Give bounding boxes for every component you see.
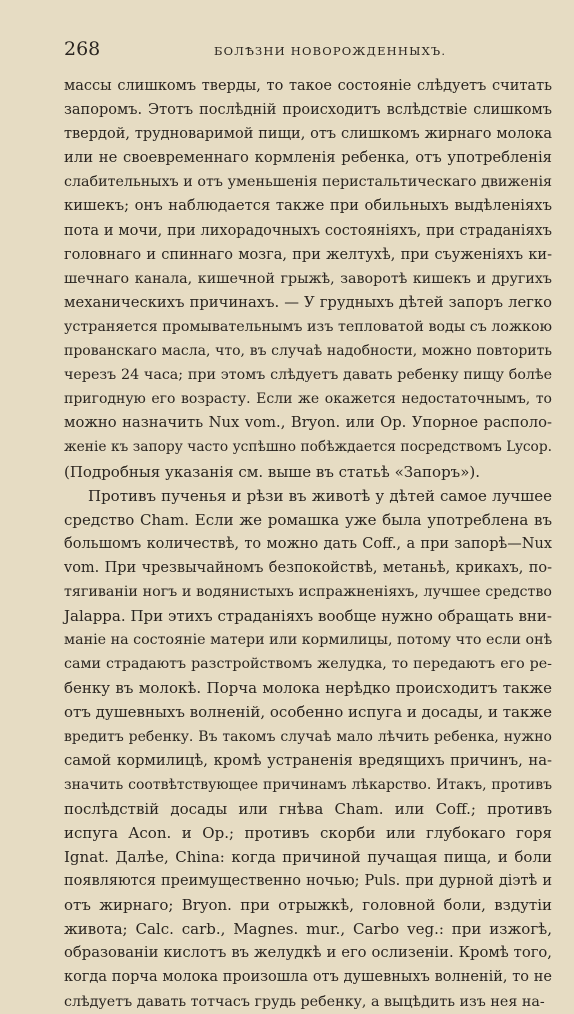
- text-line: бенку въ молокѣ. Порча молока нерѣдко происходитъ также: [64, 679, 552, 698]
- text-line: маніе на состояніе матери или кормилицы, потому что если онѣ: [64, 632, 553, 649]
- text-line: твердой, трудноваримой пищи, отъ слишкомъ жирнаго молока: [64, 126, 552, 143]
- text-line: массы слишкомъ тверды, то такое состояніе слѣдуетъ считать: [64, 78, 552, 94]
- text-line: отъ жирнаго; Bryon. при отрыжкѣ, головной боли, вздутіи: [64, 896, 552, 915]
- text-line: Jalappa. При этихъ страданіяхъ вообще нужно обращать вни-: [64, 607, 552, 626]
- text-line: можно назначить Nux vom., Bryon. или Op. Упорное располо-: [64, 414, 552, 432]
- text-line: запоромъ. Этотъ послѣдній происходитъ вслѣдствіе слишкомъ: [64, 102, 552, 119]
- text-line: послѣдствій досады или гнѣва Cham. или Coff.; противъ: [64, 799, 552, 818]
- text-line: пота и мочи, при лихорадочныхъ состояніяхъ, при страданіяхъ: [64, 222, 552, 239]
- body-text: [64, 74, 552, 1014]
- text-line: черезъ 24 часа; при этомъ слѣдуетъ давать ребенку пищу болѣе: [64, 367, 552, 384]
- text-line: кишекъ; онъ наблюдается также при обильныхъ выдѣленіяхъ: [64, 197, 552, 215]
- text-line: Противъ пученья и рѣзи въ животѣ у дѣтей самое лучшее: [88, 486, 552, 505]
- page-number: 268: [64, 38, 101, 60]
- text-line: тягиваніи ногъ и водянистыхъ испражненіяхъ, лучшее средство: [64, 583, 552, 600]
- paragraph: [64, 74, 552, 484]
- text-line: vom. При чрезвычайномъ безпокойствѣ, метаньѣ, крикахъ, по-: [64, 559, 552, 576]
- text-line: (Подробныя указанія см. выше въ статьѣ «Запоръ»).: [64, 462, 481, 481]
- text-line: механическихъ причинахъ. — У грудныхъ дѣтей запоръ легко: [64, 293, 552, 311]
- text-line: испуга Acon. и Op.; противъ скорби или глубокаго горя: [64, 823, 552, 842]
- text-line: головнаго и спиннаго мозга, при желтухѣ, при съуженіяхъ ки-: [64, 246, 552, 263]
- text-line: женіе къ запору часто успѣшно побѣждается посредствомъ Lycop.: [64, 439, 552, 456]
- text-line: шечнаго канала, кишечной грыжѣ, заворотѣ кишекъ и другихъ: [64, 270, 552, 287]
- text-line: средство Cham. Если же ромашка уже была употреблена въ: [64, 510, 552, 529]
- text-line: слабительныхъ и отъ уменьшенія перистальтическаго движенія: [64, 174, 552, 191]
- text-line: вредитъ ребенку. Въ такомъ случаѣ мало лѣчить ребенка, нужно: [64, 728, 552, 745]
- text-line: слѣдуетъ давать тотчасъ грудь ребенку, а выцѣдить изъ нея на-: [64, 993, 545, 1010]
- text-line: значить соотвѣтствующее причинамъ лѣкарство. Итакъ, противъ: [64, 776, 552, 793]
- text-line: прованскаго масла, что, въ случаѣ надобности, можно повторить: [64, 343, 552, 360]
- text-line: или не своевременнаго кормленія ребенка, отъ употребленія: [64, 149, 552, 167]
- text-line: устраняется промывательнымъ изъ тепловатой воды съ ложкою: [64, 318, 552, 335]
- text-line: сами страдаютъ разстройствомъ желудка, то передаютъ его ре-: [64, 656, 552, 673]
- text-line: Ignat. Далѣе, China: когда причиной пучащая пища, и боли: [64, 848, 552, 866]
- text-line: отъ душевныхъ волненій, особенно испуга и досады, и также: [64, 703, 552, 722]
- running-title: БОЛѢЗНИ НОВОРОЖДЕННЫХЪ.: [214, 44, 447, 58]
- text-line: появляются преимущественно ночью; Puls. при дурной діэтѣ и: [64, 873, 552, 890]
- text-line: когда порча молока произошла отъ душевныхъ волненій, то не: [64, 969, 552, 986]
- page-header: [64, 38, 552, 64]
- text-line: образованіи кислотъ въ желудкѣ и его ослизеніи. Кромѣ того,: [64, 944, 552, 962]
- text-line: самой кормилицѣ, кромѣ устраненія вредящихъ причинъ, на-: [64, 751, 552, 769]
- paragraph: [64, 484, 552, 1014]
- text-line: большомъ количествѣ, то можно дать Coff., а при запорѣ—Nux: [64, 535, 552, 552]
- text-line: живота; Calc. carb., Magnes. mur., Carbo veg.: при изжогѣ,: [64, 920, 552, 939]
- text-line: пригодную его возрасту. Если же окажется недостаточнымъ, то: [64, 391, 552, 408]
